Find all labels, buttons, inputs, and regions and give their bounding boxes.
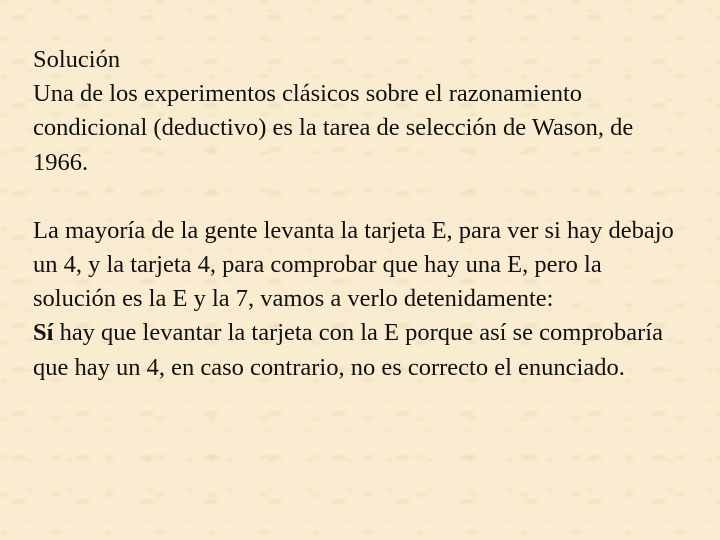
- emphasis-word: Sí: [33, 319, 54, 347]
- explanation-paragraph: La mayoría de la gente levanta la tarjeta E, para ver si hay debajo un 4, y la tarjeta 4, para comprobar que hay una E, pero la solución es la E y la 7, vamos a verlo detenidamente:: [33, 216, 674, 313]
- solution-text: hay que levantar la tarjeta con la E porque así se comprobaría que hay un 4, en caso contrario, no es correcto el enunciado.: [33, 319, 663, 381]
- solution-paragraph: [33, 316, 683, 384]
- slide-heading: Solución: [33, 46, 121, 73]
- paragraph-spacer: [33, 180, 683, 214]
- intro-paragraph: Una de los experimentos clásicos sobre el razonamiento condicional (deductivo) es la tarea de selección de Wason, de 1966.: [33, 80, 634, 176]
- slide-text-body: [33, 43, 683, 385]
